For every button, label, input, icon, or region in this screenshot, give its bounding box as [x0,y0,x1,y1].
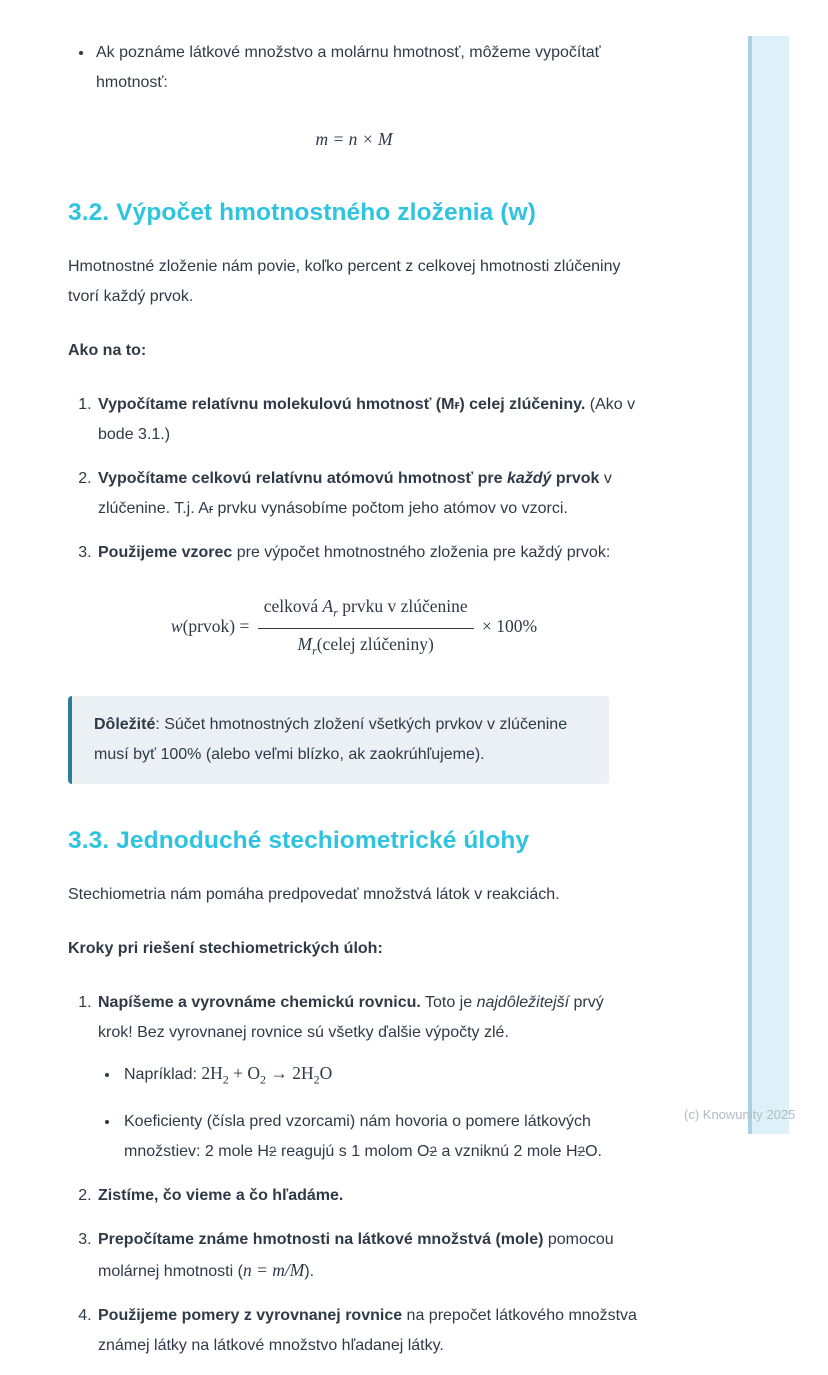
subscript-2: 2 [260,1072,267,1087]
section-3-3-steps [68,988,640,1361]
text-segment: pomocou molárnej hmotnosti ( [98,1230,614,1280]
text-segment: Toto je [420,994,477,1011]
variable-Ar: A [322,596,334,616]
text-segment: celková [263,596,323,616]
text-segment: w [170,616,183,637]
formula-lhs [171,616,254,636]
text-segment: O [319,1063,333,1083]
s33-step-1 [96,988,640,1167]
fraction-denominator [258,629,474,663]
subscript-r: r [312,643,317,657]
section-3-2-heading: 3.2. Výpočet hmotnostného zloženia (w) [68,199,536,226]
text-segment: prvku v zlúčenine [337,596,468,616]
text-segment: (celej zlúčeniny) [316,633,434,654]
text-segment: Použijeme pomery z vyrovnanej rovnice [98,1306,403,1324]
section-3-2-intro: Hmotnostné zloženie nám povie, koľko percent z celkovej hmotnosti zlúčeniny tvorí každý prvok. [68,258,621,305]
text-segment: (Ako v bode 3.1.) [98,396,636,443]
steps-label: Kroky pri riešení stechiometrických úloh: [68,940,383,957]
text-segment: (prvok) = [182,616,254,637]
page-edge-accent-bar [748,36,789,1134]
s33-step-3 [96,1225,640,1287]
chemical-equation [201,1063,333,1087]
variable-Mr: M [297,633,313,654]
subscript-2: 2 [429,1143,438,1159]
mass-fraction-formula [68,594,640,662]
intro-bullet-item: • Ak poznáme látkové množstvo a molárnu hmotnosť, môžeme vypočítať hmotnosť: [94,38,640,98]
important-callout [68,696,609,784]
s33-step-4 [96,1301,640,1361]
text-segment: Vypočítame celkovú relatívnu atómovú hmotnosť pre [98,470,507,487]
subscript-2: 2 [222,1072,229,1087]
section-3-3-intro: Stechiometria nám pomáha predpovedať množstvá látok v reakciách. [68,886,560,903]
document-content [68,0,640,1375]
text-segment: → 2H [266,1063,314,1083]
fraction [258,594,474,662]
mass-formula-text: m = n × M [315,129,393,149]
formula-rhs: × 100% [477,616,538,637]
text-segment: Vypočítame relatívnu molekulovú hmotnosť (M [98,396,455,413]
mole-formula: n = m/M [242,1259,305,1280]
subscript-2: 2 [313,1072,320,1087]
emphasis-segment: každý [506,470,552,487]
text-segment: Koeficienty (čísla pred vzorcami) nám hovoria o pomere látkových množstiev: 2 mole H [124,1112,591,1160]
text-segment: ) celej zlúčeniny. [459,396,586,413]
text-segment: v zlúčenine. T.j. A [98,470,612,517]
subscript-2: 2 [577,1143,586,1159]
text-segment: ). [304,1262,315,1280]
text-segment: prvku vynásobíme počtom jeho atómov vo vzorci. [213,500,568,517]
text-segment: Napríklad: [124,1066,202,1083]
callout-text: : Súčet hmotnostných zložení všetkých prvkov v zlúčenine musí byť 100% (alebo veľmi blízko, ak zaokrúhľujeme). [94,716,568,763]
text-segment: Použijeme vzorec [98,544,233,561]
s32-step-2 [96,464,640,524]
intro-bullet-list [68,38,640,98]
text-segment: O. [585,1142,602,1160]
text-segment: pre výpočet hmotnostného zloženia pre každý prvok: [232,544,611,561]
coefficients-bullet [120,1107,640,1167]
subscript-r: r [333,605,338,620]
how-to-label: Ako na to: [68,342,147,359]
copyright-footer: (c) Knowunity 2025 [684,1107,796,1122]
text-segment: Zistíme, čo vieme a čo hľadáme. [98,1186,344,1204]
fraction-numerator [258,594,474,629]
subscript-r: r [208,502,214,516]
text-segment: 2H [201,1063,223,1083]
text-segment: na prepočet látkového množstva známej látky na látkové množstvo hľadanej látky. [98,1306,637,1354]
text-segment: Prepočítame známe hmotnosti na látkové množstvá (mole) [98,1230,544,1248]
text-segment: Napíšeme a vyrovnáme chemickú rovnicu. [98,994,421,1011]
s32-step-3 [96,538,640,568]
s33-step-1-sub-bullets [98,1058,640,1167]
mass-formula [68,124,640,156]
s33-step-2 [96,1181,640,1211]
text-segment: reagujú s 1 molom O [276,1142,430,1160]
subscript-2: 2 [268,1143,277,1159]
section-3-2-steps [68,390,640,568]
emphasis-segment: najdôležitejší [476,994,570,1011]
section-3-3-heading: 3.3. Jednoduché stechiometrické úlohy [68,827,530,854]
text-segment: prvok [551,470,600,487]
subscript-r: r [454,398,460,412]
text-segment: + O [228,1063,261,1083]
callout-label: Dôležité [94,716,156,733]
s32-step-1 [96,390,640,450]
example-equation-bullet [120,1058,640,1095]
text-segment: prvý krok! Bez vyrovnanej rovnice sú všetky ďalšie výpočty zlé. [98,994,604,1041]
text-segment: a vzniknú 2 mole H [437,1142,578,1160]
